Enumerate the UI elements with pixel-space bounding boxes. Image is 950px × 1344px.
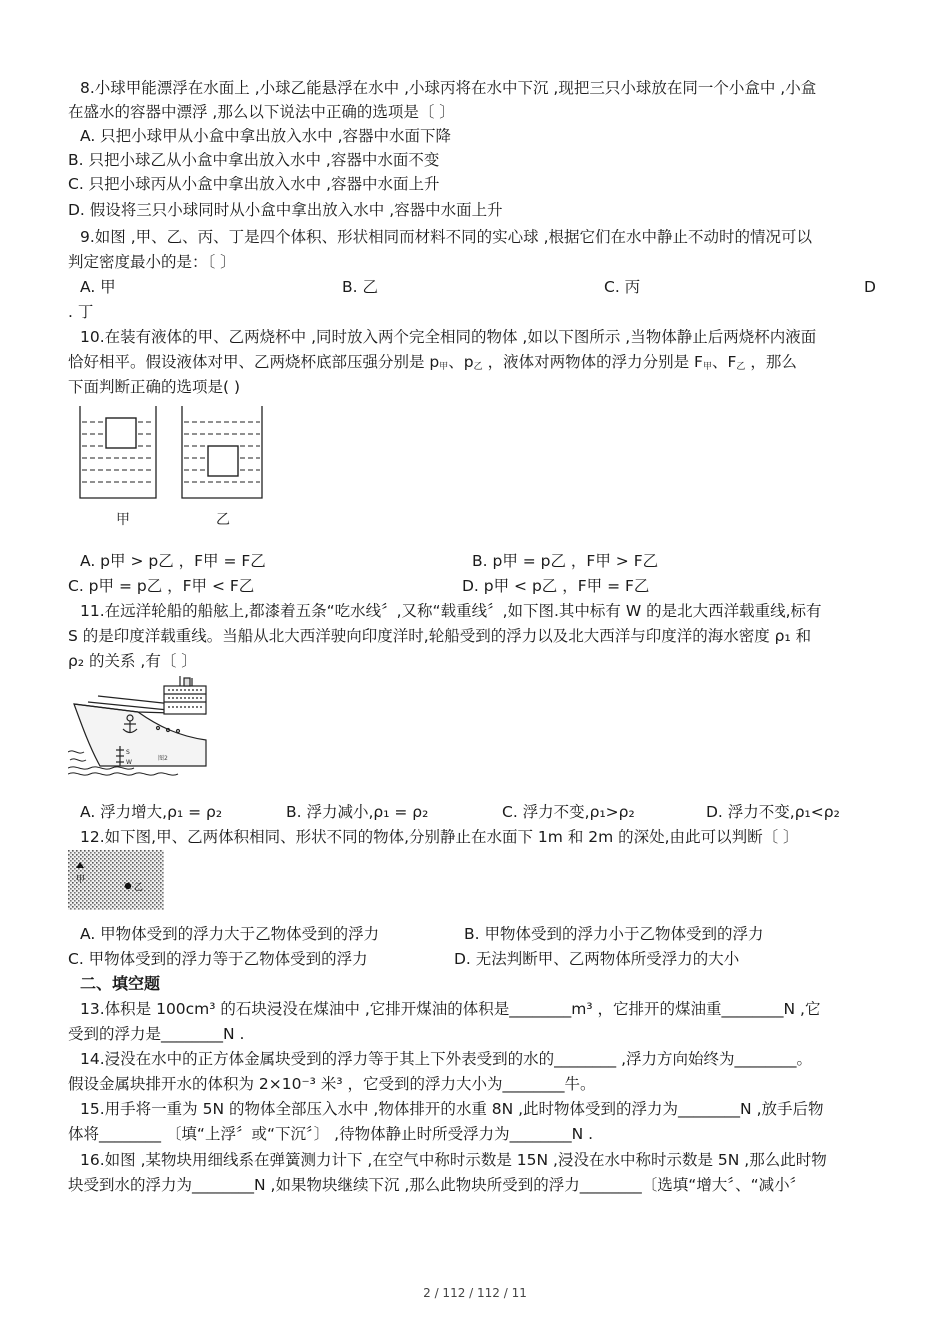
q9-option-d: D <box>864 278 876 296</box>
q14-line1: 14.浸没在水中的正方体金属块受到的浮力等于其上下外表受到的水的________ ,浮力方向始终为________。 <box>80 1050 813 1068</box>
q9-option-c: C. 丙 <box>604 278 641 296</box>
q11-ship-figure <box>68 674 210 778</box>
q11-option-a: A. 浮力增大,ρ₁ = ρ₂ <box>80 803 223 821</box>
q11-option-c: C. 浮力不变,ρ₁>ρ₂ <box>502 803 635 821</box>
q8-stem-line2: 在盛水的容器中漂浮 ,那么以下说法中正确的选项是〔 〕 <box>68 103 455 121</box>
q9-option-b: B. 乙 <box>342 278 378 296</box>
q10-stem-line2: 恰好相平。假设液体对甲、乙两烧杯底部压强分别是 $p_甲$、$p_乙$ ，液体对两物体的浮力分别是 $F_甲$、$F_乙$ ，那么 <box>68 353 797 372</box>
q8-option-a: A. 只把小球甲从小盒中拿出放入水中 ,容器中水面下降 <box>80 127 452 145</box>
q12-option-c: C. 甲物体受到的浮力等于乙物体受到的浮力 <box>68 950 368 968</box>
q10-fig-label-yi: 乙 <box>216 512 230 528</box>
page-footer: 2 / 112 / 112 / 11 <box>423 1286 527 1300</box>
q11-option-b: B. 浮力减小,ρ₁ = ρ₂ <box>286 803 429 821</box>
q12-option-a: A. 甲物体受到的浮力大于乙物体受到的浮力 <box>80 925 380 943</box>
section-title-fill-in: 二、填空题 <box>80 974 161 993</box>
q11-stem-line1: 11.在远洋轮船的船舷上,都漆着五条“吃水线〞,又称“载重线〞,如下图.其中标有 W 的是北大西洋载重线,标有 <box>80 602 822 620</box>
q10-beakers-figure <box>74 404 274 532</box>
svg-text:S: S <box>126 749 130 756</box>
q10-option-d: D. p甲 < p乙 ，F甲 = F乙 <box>462 577 650 595</box>
q13-line1: 13.体积是 100cm³ 的石块浸没在煤油中 ,它排开煤油的体积是________m³ ，它排开的煤油重________N ,它 <box>80 1000 821 1018</box>
q11-stem-line3: ρ₂ 的关系 ,有〔 〕 <box>68 652 197 670</box>
q11-option-d: D. 浮力不变,ρ₁<ρ₂ <box>706 803 840 821</box>
q8-option-c: C. 只把小球丙从小盒中拿出放入水中 ,容器中水面上升 <box>68 175 440 193</box>
q8-stem-line1: 8.小球甲能漂浮在水面上 ,小球乙能悬浮在水中 ,小球丙将在水中下沉 ,现把三只小球放在同一个小盒中 ,小盒 <box>80 79 817 97</box>
q12-fig-label-jia: 甲 <box>76 875 86 885</box>
beaker-yi <box>182 406 262 498</box>
q10-option-a: A. p甲 > p乙 ，F甲 = F乙 <box>80 552 266 570</box>
q10-fig-label-jia: 甲 <box>116 512 130 528</box>
q9-stem-line2: 判定密度最小的是：〔 〕 <box>68 253 236 271</box>
q16-line1: 16.如图 ,某物块用细线系在弹簧测力计下 ,在空气中称时示数是 15N ,浸没在水中称时示数是 5N ,那么此时物 <box>80 1151 827 1169</box>
svg-text:W: W <box>126 759 132 766</box>
beaker-jia <box>80 406 156 498</box>
q10-option-c: C. p甲 = p乙 ，F甲 < F乙 <box>68 577 255 595</box>
q11-stem-line2: S 的是印度洋载重线。当船从北大西洋驶向印度洋时,轮船受到的浮力以及北大西洋与印度洋的海水密度 ρ₁ 和 <box>68 627 812 645</box>
q12-water-figure <box>68 850 164 910</box>
q10-option-b: B. p甲 = p乙 ，F甲 > F乙 <box>472 552 659 570</box>
q12-option-b: B. 甲物体受到的浮力小于乙物体受到的浮力 <box>464 925 764 943</box>
q12-option-d: D. 无法判断甲、乙两物体所受浮力的大小 <box>454 950 740 968</box>
q8-option-b: B. 只把小球乙从小盒中拿出放入水中 ,容器中水面不变 <box>68 151 440 169</box>
q12-fig-label-yi: 乙 <box>134 883 144 893</box>
q14-line2: 假设金属块排开水的体积为 2×10⁻³ 米³ ，它受到的浮力大小为________牛。 <box>68 1075 596 1093</box>
q13-line2: 受到的浮力是________N . <box>68 1025 245 1043</box>
q11-fig-small-label: 图2 <box>158 755 168 762</box>
q9-option-a: A. 甲 <box>80 278 116 296</box>
q10-stem-line3: 下面判断正确的选项是( ) <box>68 378 241 396</box>
q16-line2: 块受到水的浮力为________N ,如果物块继续下沉 ,那么此物块所受到的浮力________〔选填“增大〞、“减小〞 <box>68 1176 806 1194</box>
q9-stem-line1: 9.如图 ,甲、乙、丙、丁是四个体积、形状相同而材料不同的实心球 ,根据它们在水中静止不动时的情况可以 <box>80 228 812 246</box>
q15-line2: 体将________ 〔填“上浮〞或“下沉〞〕 ,待物体静止时所受浮力为________N . <box>68 1125 594 1143</box>
q9-option-d-tail: . 丁 <box>68 303 94 321</box>
q10-stem-line1: 10.在装有液体的甲、乙两烧杯中 ,同时放入两个完全相同的物体 ,如以下图所示 ,当物体静止后两烧杯内液面 <box>80 328 817 346</box>
q12-stem: 12.如下图,甲、乙两体积相同、形状不同的物体,分别静止在水面下 1m 和 2m 的深处,由此可以判断〔 〕 <box>80 828 799 846</box>
q15-line1: 15.用手将一重为 5N 的物体全部压入水中 ,物体排开的水重 8N ,此时物体受到的浮力为________N ,放手后物 <box>80 1100 824 1118</box>
q8-option-d: D. 假设将三只小球同时从小盒中拿出放入水中 ,容器中水面上升 <box>68 201 503 219</box>
